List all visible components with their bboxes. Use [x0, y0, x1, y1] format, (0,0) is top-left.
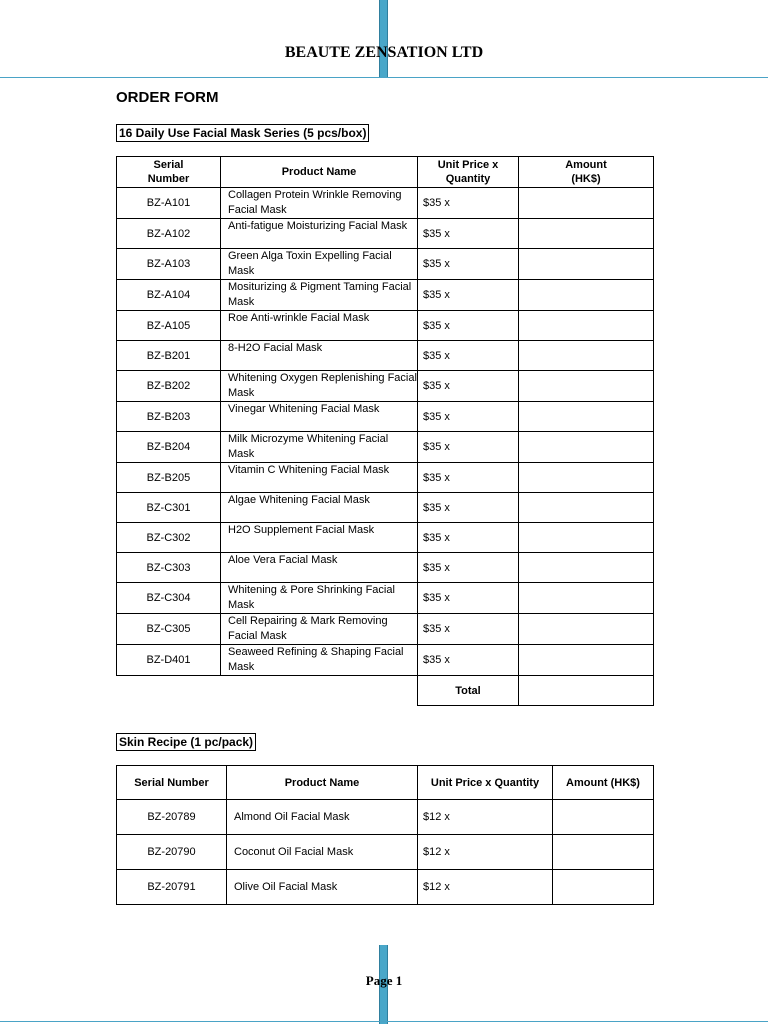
amount-cell[interactable] [553, 800, 654, 835]
unit-price-cell: $35 x [418, 219, 519, 249]
col-header-price: Unit Price x Quantity [418, 157, 519, 188]
unit-price-cell: $35 x [418, 463, 519, 493]
product-name-cell: Coconut Oil Facial Mask [227, 835, 418, 870]
serial-cell: BZ-20789 [117, 800, 227, 835]
col-header-amount: Amount (HK$) [553, 766, 654, 800]
table-header-row [117, 766, 654, 800]
amount-cell[interactable] [519, 249, 654, 280]
table-row [117, 800, 654, 835]
table-row [117, 188, 654, 219]
product-name-cell: H2O Supplement Facial Mask [221, 523, 418, 553]
product-name-cell: Almond Oil Facial Mask [227, 800, 418, 835]
table-row [117, 311, 654, 341]
serial-cell: BZ-20791 [117, 870, 227, 905]
page-number: Page 1 [365, 973, 403, 988]
section2-title: Skin Recipe (1 pc/pack) [116, 733, 256, 751]
amount-cell[interactable] [519, 523, 654, 553]
product-name-cell: 8-H2O Facial Mask [221, 341, 418, 371]
amount-cell[interactable] [519, 311, 654, 341]
col-header-product: Product Name [221, 157, 418, 188]
table-row [117, 280, 654, 311]
amount-cell[interactable] [519, 219, 654, 249]
product-name-cell: Whitening Oxygen Replenishing Facial Mask [221, 371, 418, 402]
unit-price-cell: $35 x [418, 523, 519, 553]
product-name-cell: Vitamin C Whitening Facial Mask [221, 463, 418, 493]
serial-cell: BZ-A103 [117, 249, 221, 280]
header-accent-bar [379, 0, 388, 78]
product-name-cell: Aloe Vera Facial Mask [221, 553, 418, 583]
amount-cell[interactable] [519, 341, 654, 371]
serial-cell: BZ-C301 [117, 493, 221, 523]
table-row [117, 463, 654, 493]
amount-cell[interactable] [519, 463, 654, 493]
serial-cell: BZ-A104 [117, 280, 221, 311]
serial-cell: BZ-C302 [117, 523, 221, 553]
table-row [117, 219, 654, 249]
unit-price-cell: $35 x [418, 341, 519, 371]
table-row [117, 341, 654, 371]
product-name-cell: Olive Oil Facial Mask [227, 870, 418, 905]
product-name-cell: Cell Repairing & Mark Removing Facial Mask [221, 614, 418, 645]
skin-recipe-order-table [116, 765, 654, 905]
product-name-cell: Anti-fatigue Moisturizing Facial Mask [221, 219, 418, 249]
table-row [117, 553, 654, 583]
col-header-product: Product Name [227, 766, 418, 800]
serial-cell: BZ-B204 [117, 432, 221, 463]
unit-price-cell: $12 x [418, 870, 553, 905]
amount-cell[interactable] [519, 188, 654, 219]
table-row [117, 249, 654, 280]
col-header-serial: Serial Number [117, 766, 227, 800]
serial-cell: BZ-C304 [117, 583, 221, 614]
serial-cell: BZ-A102 [117, 219, 221, 249]
amount-cell[interactable] [519, 583, 654, 614]
product-name-cell: Mositurizing & Pigment Taming Facial Mask [221, 280, 418, 311]
serial-cell: BZ-D401 [117, 645, 221, 676]
serial-cell: BZ-B205 [117, 463, 221, 493]
unit-price-cell: $12 x [418, 835, 553, 870]
amount-cell[interactable] [519, 432, 654, 463]
unit-price-cell: $35 x [418, 583, 519, 614]
table-row [117, 523, 654, 553]
col-header-price: Unit Price x Quantity [418, 766, 553, 800]
total-label: Total [418, 676, 519, 706]
serial-cell: BZ-C303 [117, 553, 221, 583]
amount-cell[interactable] [519, 280, 654, 311]
serial-cell: BZ-C305 [117, 614, 221, 645]
product-name-cell: Whitening & Pore Shrinking Facial Mask [221, 583, 418, 614]
product-name-cell: Algae Whitening Facial Mask [221, 493, 418, 523]
product-name-cell: Seaweed Refining & Shaping Facial Mask [221, 645, 418, 676]
col-header-serial: Serial Number [117, 157, 221, 188]
serial-cell: BZ-20790 [117, 835, 227, 870]
amount-cell[interactable] [519, 402, 654, 432]
total-amount-cell[interactable] [519, 676, 654, 706]
amount-cell[interactable] [553, 870, 654, 905]
unit-price-cell: $35 x [418, 188, 519, 219]
serial-cell: BZ-B203 [117, 402, 221, 432]
total-row [117, 676, 654, 706]
table-row [117, 583, 654, 614]
company-name: BEAUTE ZENSATION LTD [284, 44, 484, 61]
table-row [117, 614, 654, 645]
serial-cell: BZ-A105 [117, 311, 221, 341]
table-row [117, 432, 654, 463]
amount-cell[interactable] [519, 493, 654, 523]
header-rule [0, 77, 768, 78]
unit-price-cell: $35 x [418, 402, 519, 432]
unit-price-cell: $35 x [418, 371, 519, 402]
amount-cell[interactable] [553, 835, 654, 870]
unit-price-cell: $35 x [418, 311, 519, 341]
footer-rule [0, 1021, 768, 1022]
amount-cell[interactable] [519, 614, 654, 645]
serial-cell: BZ-A101 [117, 188, 221, 219]
amount-cell[interactable] [519, 645, 654, 676]
table-row [117, 493, 654, 523]
form-title: ORDER FORM [116, 89, 219, 106]
table-row [117, 402, 654, 432]
product-name-cell: Milk Microzyme Whitening Facial Mask [221, 432, 418, 463]
unit-price-cell: $35 x [418, 432, 519, 463]
product-name-cell: Green Alga Toxin Expelling Facial Mask [221, 249, 418, 280]
section1-title: 16 Daily Use Facial Mask Series (5 pcs/box) [116, 124, 369, 142]
serial-cell: BZ-B202 [117, 371, 221, 402]
amount-cell[interactable] [519, 371, 654, 402]
col-header-amount: Amount (HK$) [519, 157, 654, 188]
unit-price-cell: $35 x [418, 614, 519, 645]
serial-cell: BZ-B201 [117, 341, 221, 371]
unit-price-cell: $35 x [418, 280, 519, 311]
table-row [117, 835, 654, 870]
table-row [117, 645, 654, 676]
amount-cell[interactable] [519, 553, 654, 583]
product-name-cell: Roe Anti-wrinkle Facial Mask [221, 311, 418, 341]
unit-price-cell: $35 x [418, 553, 519, 583]
unit-price-cell: $35 x [418, 249, 519, 280]
unit-price-cell: $12 x [418, 800, 553, 835]
unit-price-cell: $35 x [418, 645, 519, 676]
table-row [117, 371, 654, 402]
table-header-row [117, 157, 654, 188]
product-name-cell: Vinegar Whitening Facial Mask [221, 402, 418, 432]
table-row [117, 870, 654, 905]
product-name-cell: Collagen Protein Wrinkle Removing Facial Mask [221, 188, 418, 219]
facial-mask-order-table [116, 156, 654, 706]
unit-price-cell: $35 x [418, 493, 519, 523]
